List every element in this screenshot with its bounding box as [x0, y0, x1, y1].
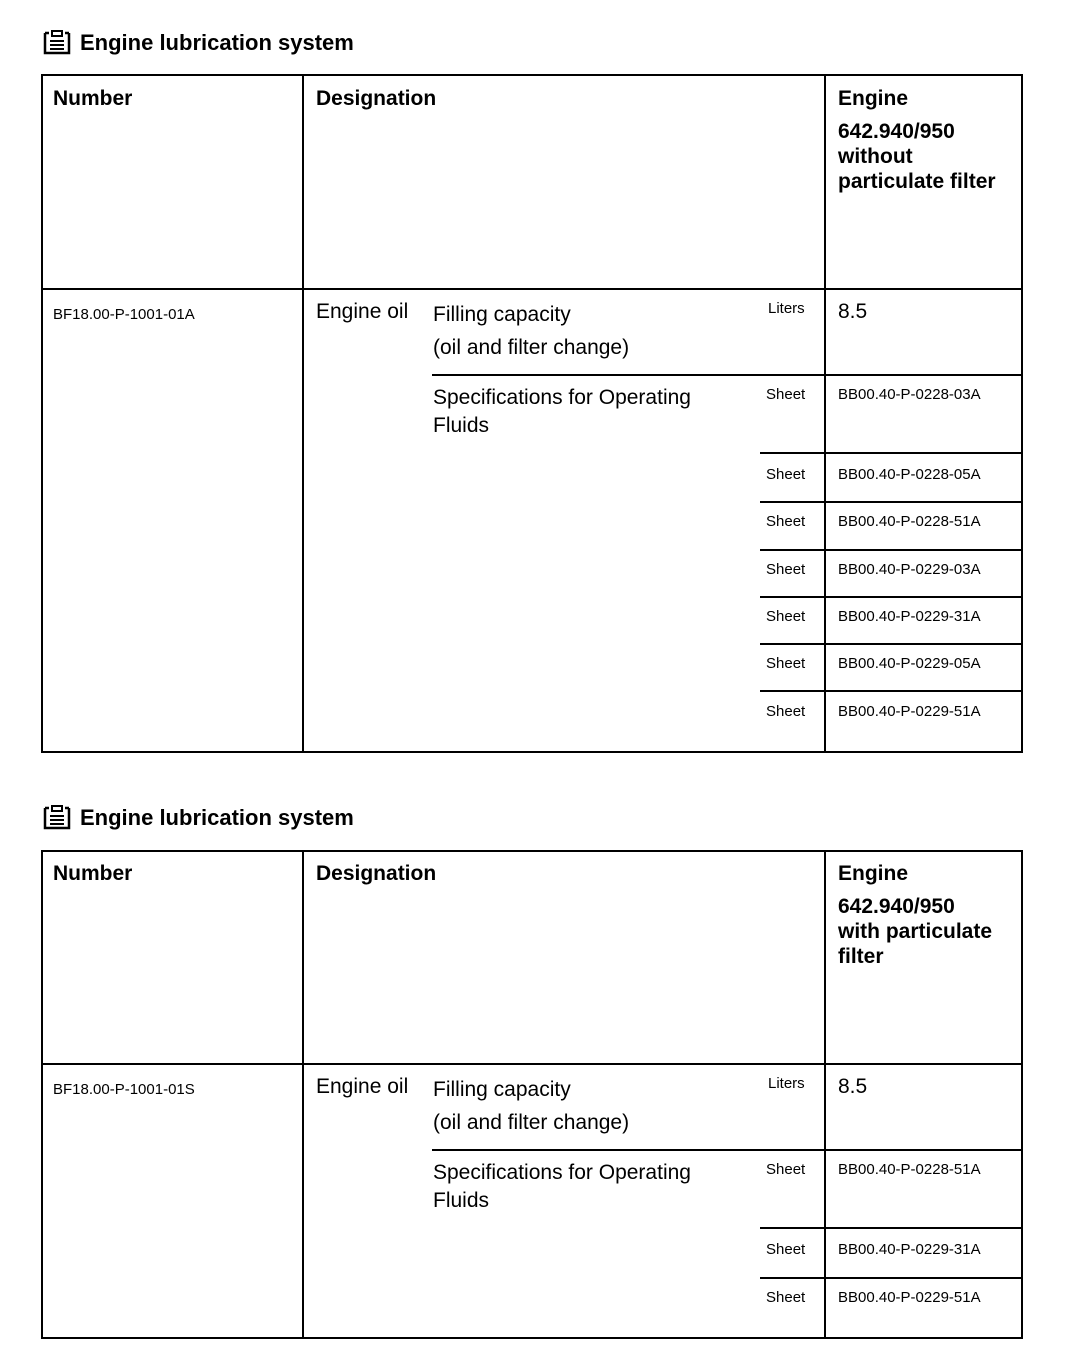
section-title-text: Engine lubrication system — [80, 30, 354, 55]
header-engine-label: Engine — [838, 87, 909, 110]
header-engine-model: 642.940/950 — [838, 120, 955, 143]
spec-label: Specifications for Operating Fluids — [433, 1161, 691, 1212]
sheet-ref: BB00.40-P-0228-03A — [838, 386, 981, 403]
header-engine — [838, 861, 1016, 969]
section-title — [42, 30, 354, 56]
capacity-unit: Liters — [768, 300, 805, 317]
capacity-label — [433, 298, 629, 364]
header-engine-variant: with particulate filter — [838, 920, 993, 968]
sheet-ref: BB00.40-P-0228-05A — [838, 466, 981, 483]
capacity-value: 8.5 — [838, 1075, 868, 1098]
sheet-ref: BB00.40-P-0229-05A — [838, 655, 981, 672]
header-designation: Designation — [316, 862, 437, 885]
row-designation: Engine oil — [316, 300, 409, 323]
sheet-unit: Sheet — [766, 1241, 806, 1258]
header-engine-label: Engine — [838, 862, 909, 885]
capacity-label-line-1: Filling capacity — [433, 1078, 571, 1101]
row-number: BF18.00-P-1001-01A — [53, 306, 195, 323]
sheet-ref: BB00.40-P-0229-31A — [838, 608, 981, 625]
sheet-ref: BB00.40-P-0228-51A — [838, 1161, 981, 1178]
header-engine — [838, 86, 1016, 194]
sheet-unit: Sheet — [766, 655, 806, 672]
sheet-ref: BB00.40-P-0229-31A — [838, 1241, 981, 1258]
sheet-ref: BB00.40-P-0229-03A — [838, 561, 981, 578]
section-title-text: Engine lubrication system — [80, 805, 354, 830]
document-icon — [42, 805, 72, 831]
capacity-label — [433, 1073, 629, 1139]
capacity-label-line-2: (oil and filter change) — [433, 336, 630, 359]
sheet-unit: Sheet — [766, 466, 806, 483]
sheet-ref: BB00.40-P-0228-51A — [838, 513, 981, 530]
capacity-label-line-1: Filling capacity — [433, 303, 571, 326]
sheet-unit: Sheet — [766, 513, 806, 530]
sheet-ref: BB00.40-P-0229-51A — [838, 1289, 981, 1306]
row-number: BF18.00-P-1001-01S — [53, 1081, 195, 1098]
sheet-unit: Sheet — [766, 703, 806, 720]
section-title — [42, 805, 354, 831]
sheet-unit: Sheet — [766, 1289, 806, 1306]
sheet-unit: Sheet — [766, 386, 806, 403]
row-designation: Engine oil — [316, 1075, 409, 1098]
header-number: Number — [53, 862, 133, 885]
sheet-unit: Sheet — [766, 561, 806, 578]
spec-label: Specifications for Operating Fluids — [433, 386, 691, 437]
sheet-unit: Sheet — [766, 608, 806, 625]
capacity-unit: Liters — [768, 1075, 805, 1092]
capacity-label-line-2: (oil and filter change) — [433, 1111, 630, 1134]
document-icon — [42, 30, 72, 56]
sheet-ref: BB00.40-P-0229-51A — [838, 703, 981, 720]
header-engine-variant: without particulate filter — [838, 145, 996, 193]
header-number: Number — [53, 87, 133, 110]
header-engine-model: 642.940/950 — [838, 895, 955, 918]
header-designation: Designation — [316, 87, 437, 110]
sheet-unit: Sheet — [766, 1161, 806, 1178]
capacity-value: 8.5 — [838, 300, 868, 323]
